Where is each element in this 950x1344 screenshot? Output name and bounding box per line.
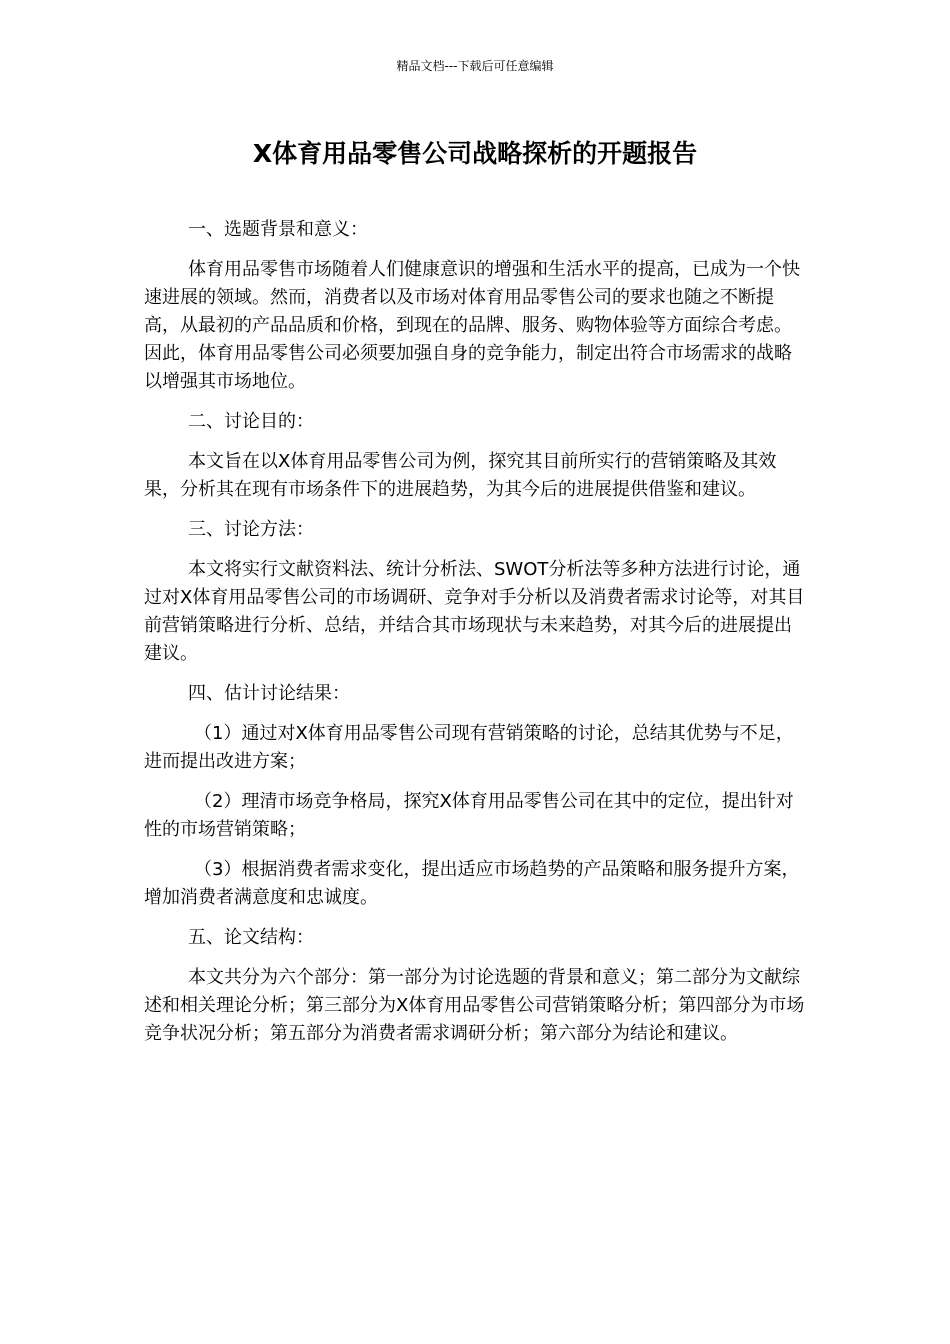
section-paragraph-method: 本文将实行文献资料法、统计分析法、SWOT分析法等多种方法进行讨论，通过对X体育用品零售公司的市场调研、竞争对手分析以及消费者需求讨论等，对其目前营销策略进行分析、总结，并结合其市场现状与未来趋势，对其今后的进展提出建议。	[144, 559, 805, 664]
section-paragraph-structure: 本文共分为六个部分：第一部分为讨论选题的背景和意义；第二部分为文献综述和相关理论分析；第三部分为X体育用品零售公司营销策略分析；第四部分为市场竞争状况分析；第五部分为消费者需求调研分析；第六部分为结论和建议。	[144, 967, 805, 1044]
document-body	[144, 216, 808, 1060]
page-header-note: 精品文档---下载后可任意编辑	[396, 59, 554, 73]
section-heading-expected-results: 四、估计讨论结果：	[188, 683, 350, 704]
section-paragraph-background: 体育用品零售市场随着人们健康意识的增强和生活水平的提高，已成为一个快速进展的领域。然而，消费者以及市场对体育用品零售公司的要求也随之不断提高，从最初的产品品质和价格，到现在的品牌、服务、购物体验等方面综合考虑。因此，体育用品零售公司必须要加强自身的竞争能力，制定出符合市场需求的战略以增强其市场地位。	[144, 259, 800, 392]
expected-result-item-2: （2）理清市场竞争格局，探究X体育用品零售公司在其中的定位，提出针对性的市场营销策略；	[144, 791, 794, 840]
section-heading-background: 一、选题背景和意义：	[188, 219, 368, 240]
section-heading-structure: 五、论文结构：	[188, 927, 314, 948]
section-paragraph-purpose: 本文旨在以X体育用品零售公司为例，探究其目前所实行的营销策略及其效果，分析其在现有市场条件下的进展趋势，为其今后的进展提供借鉴和建议。	[144, 451, 777, 500]
expected-result-item-3: （3）根据消费者需求变化，提出适应市场趋势的产品策略和服务提升方案，增加消费者满意度和忠诚度。	[144, 859, 800, 908]
expected-result-item-1: （1）通过对X体育用品零售公司现有营销策略的讨论，总结其优势与不足，进而提出改进方案；	[144, 723, 794, 772]
section-heading-method: 三、讨论方法：	[188, 519, 314, 540]
section-heading-purpose: 二、讨论目的：	[188, 411, 314, 432]
document-title: X体育用品零售公司战略探析的开题报告	[252, 139, 698, 168]
